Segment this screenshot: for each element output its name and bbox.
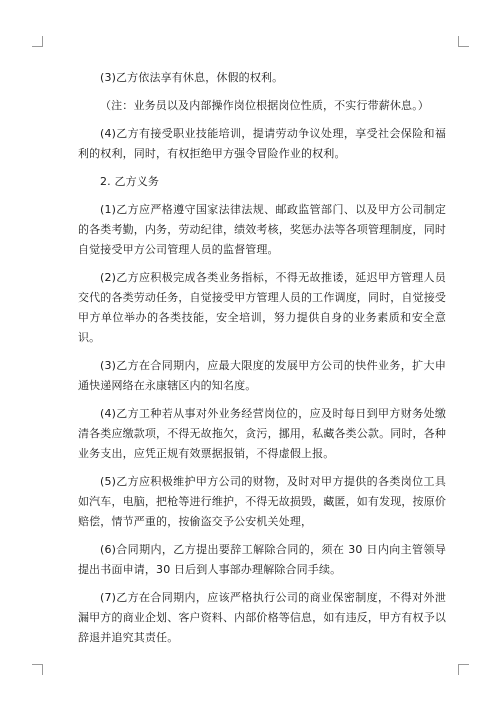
crop-mark-bottom-right xyxy=(458,664,469,675)
paragraph-obligation-3: (3)乙方在合同期内，应最大限度的发展甲方公司的快件业务，扩大申通快递网络在永康辖区内的知名度。 xyxy=(78,359,446,392)
paragraph-obligation-2: (2)乙方应积极完成各类业务指标，不得无故推诿，延迟甲方管理人员交代的各类劳动任务，自觉接受甲方管理人员的工作调度，同时，自觉接受甲方单位举办的各类技能，安全培训，努力提供自身的业务素质和安全意识。 xyxy=(78,271,446,344)
paragraph-obligation-6: (6)合同期内，乙方提出要辞工解除合同的，须在 30 日内向主管领导提出书面申请，30 日后到人事部办理解除合同手续。 xyxy=(78,543,446,576)
crop-mark-top-right xyxy=(458,36,469,47)
paragraph-rest-right: (3)乙方依法享有休息，休假的权利。 xyxy=(100,71,284,84)
paragraph-obligation-5: (5)乙方应积极维护甲方公司的财物，及时对甲方提供的各类岗位工具如汽车，电脑，把枪等进行维护，不得无故损毁，藏匿，如有发现，按原价赔偿，情节严重的，按偷盗交予公安机关处理， xyxy=(78,475,446,528)
paragraph-obligation-7: (7)乙方在合同期内，应该严格执行公司的商业保密制度，不得对外泄漏甲方的商业企划、客户资料、内部价格等信息，如有违反，甲方有权予以辞退并追究其责任。 xyxy=(78,591,446,644)
document-body xyxy=(78,68,446,656)
crop-mark-top-left xyxy=(32,36,43,47)
paragraph-training-right: (4)乙方有接受职业技能培训，提请劳动争议处理，享受社会保险和福利的权利，同时，有权拒绝甲方强令冒险作业的权利。 xyxy=(78,127,446,160)
section-heading-obligations: 2. 乙方义务 xyxy=(100,175,160,188)
paragraph-obligation-1: (1)乙方应严格遵守国家法律法规、邮政监管部门、以及甲方公司制定的各类考勤，内务，劳动纪律，绩效考核，奖惩办法等各项管理制度，同时自觉接受甲方公司管理人员的监督管理。 xyxy=(78,203,446,256)
crop-mark-bottom-left xyxy=(32,664,43,675)
paragraph-obligation-4: (4)乙方工种若从事对外业务经营岗位的，应及时每日到甲方财务处缴清各类应缴款项，不得无故拖欠，贪污，挪用，私藏各类公款。同时，各种业务支出，应凭正规有效票据报销，不得虚假上报。 xyxy=(78,407,446,460)
paragraph-note: （注：业务员以及内部操作岗位根据岗位性质，不实行带薪休息。） xyxy=(100,99,429,112)
